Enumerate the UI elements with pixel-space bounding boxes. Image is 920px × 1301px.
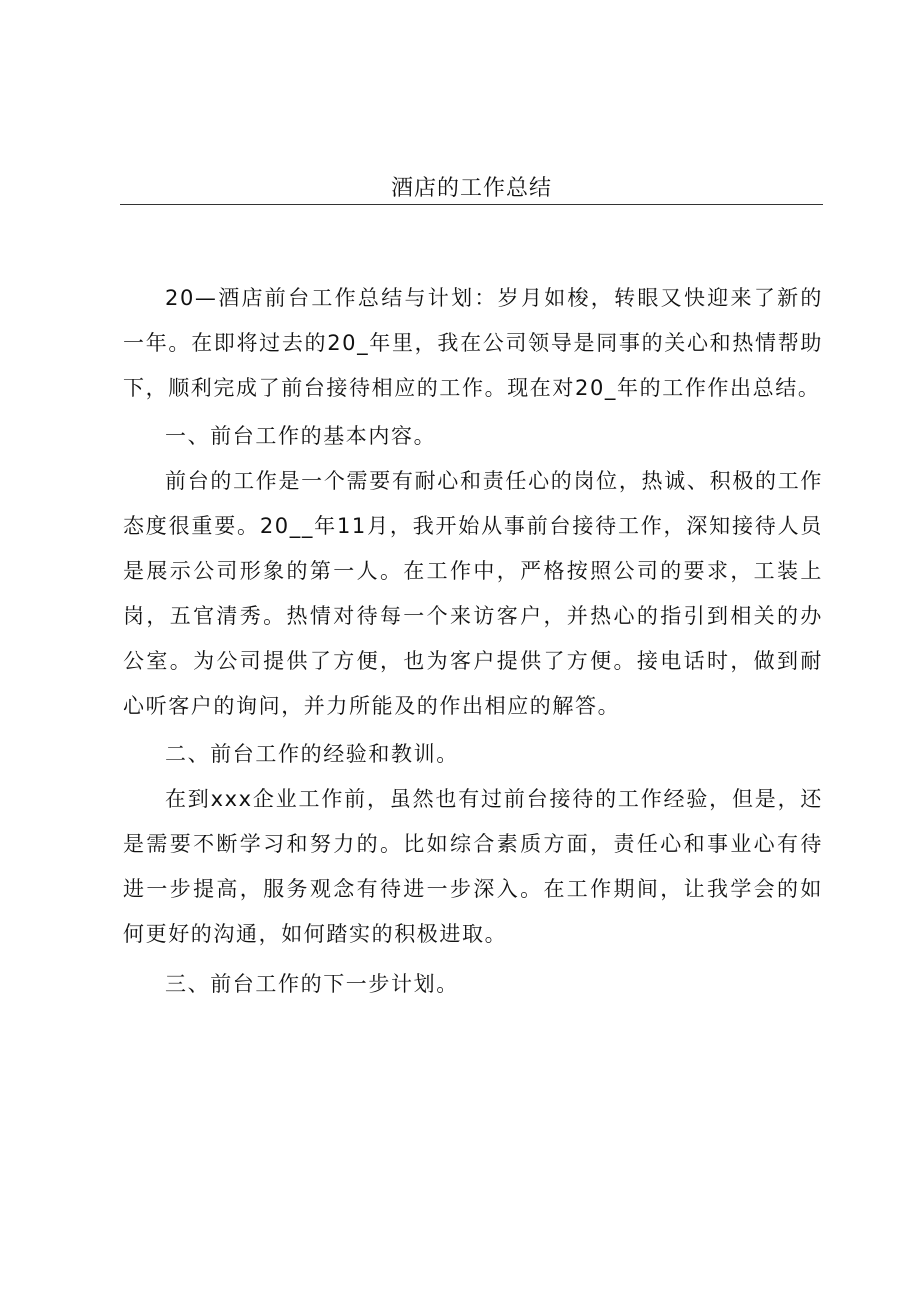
- header-divider: [120, 204, 823, 205]
- paragraph-intro: 20—酒店前台工作总结与计划：岁月如梭，转眼又快迎来了新的一年。在即将过去的20_年里，我在公司领导是同事的关心和热情帮助下，顺利完成了前台接待相应的工作。现在对20_年的工作作出总结。: [123, 286, 823, 400]
- section-heading-1: 一、前台工作的基本内容。: [165, 424, 437, 448]
- section-heading-3: 三、前台工作的下一步计划。: [165, 972, 459, 996]
- document-title: 酒店的工作总结: [390, 176, 552, 201]
- document-body: [123, 276, 823, 1007]
- paragraph-section-2: 在到xxx企业工作前，虽然也有过前台接待的工作经验，但是，还是需要不断学习和努力的。比如综合素质方面，责任心和事业心有待进一步提高，服务观念有待进一步深入。在工作期间，让我学会的如何更好的沟通，如何踏实的积极进取。: [123, 787, 823, 946]
- paragraph-section-1: 前台的工作是一个需要有耐心和责任心的岗位，热诚、积极的工作态度很重要。20__年11月，我开始从事前台接待工作，深知接待人员是展示公司形象的第一人。在工作中，严格按照公司的要求，工装上岗，五官清秀。热情对待每一个来访客户，并热心的指引到相关的办公室。为公司提供了方便，也为客户提供了方便。接电话时，做到耐心听客户的询问，并力所能及的作出相应的解答。: [123, 469, 823, 718]
- section-heading-2: 二、前台工作的经验和教训。: [165, 742, 459, 766]
